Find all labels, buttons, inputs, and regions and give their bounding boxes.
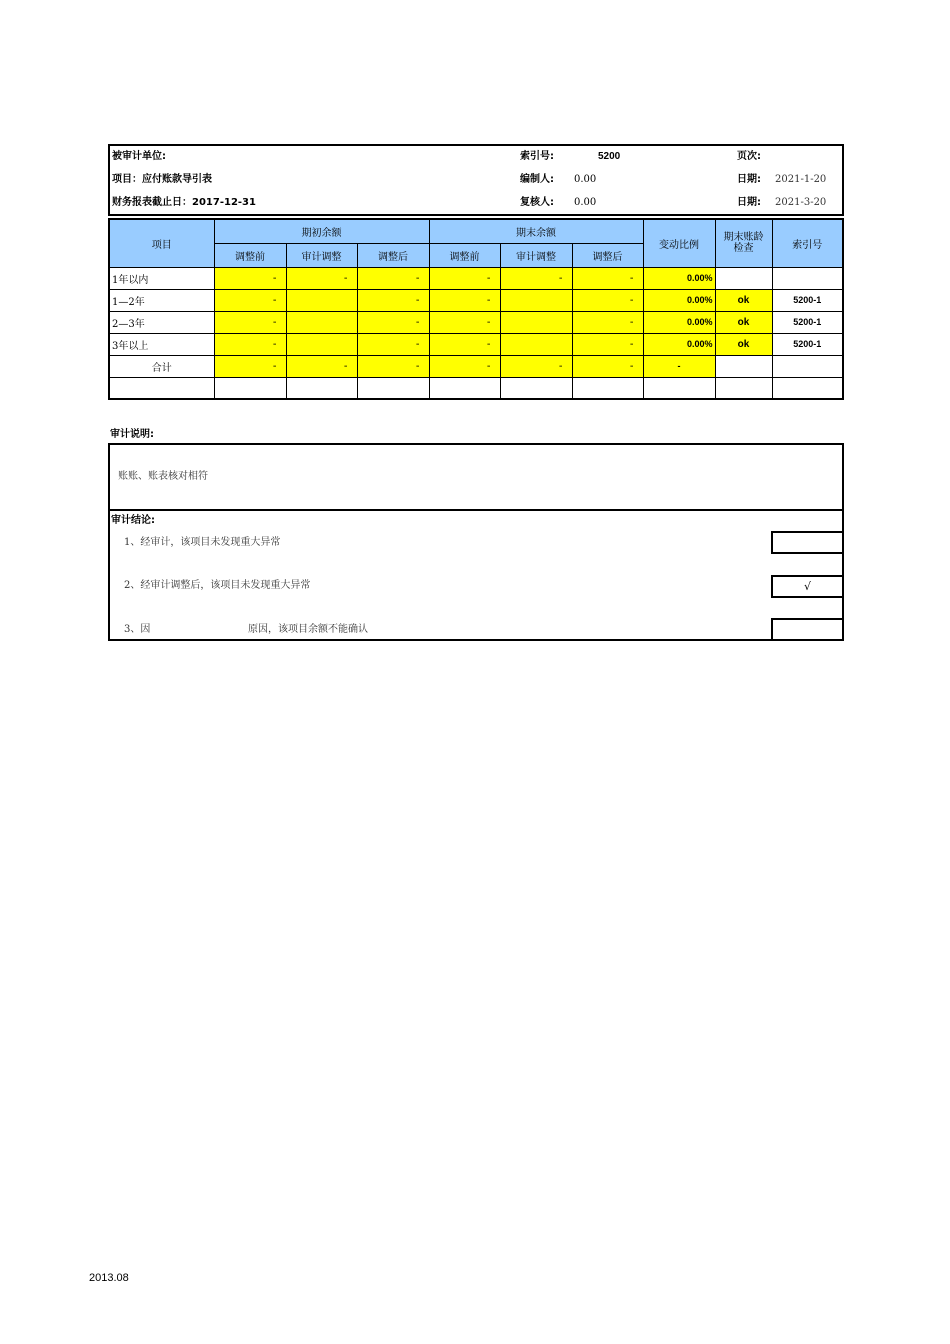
index-cell[interactable]: 5200-1 — [772, 311, 843, 333]
change-cell[interactable]: 0.00% — [643, 267, 715, 289]
cell[interactable]: - — [214, 289, 286, 311]
conclusion-checkbox-2[interactable] — [771, 575, 844, 598]
cell[interactable]: - — [429, 289, 500, 311]
total-cell[interactable]: - — [214, 355, 286, 377]
row-label: 3年以上 — [109, 333, 214, 355]
index-cell[interactable] — [772, 267, 843, 289]
ledger-table — [108, 218, 844, 400]
empty-cell[interactable] — [772, 377, 843, 399]
total-cell[interactable]: - — [286, 355, 357, 377]
cell[interactable]: - — [572, 289, 643, 311]
cell[interactable]: - — [286, 267, 357, 289]
reviewer-label: 复核人: — [520, 197, 554, 208]
change-cell[interactable]: 0.00% — [643, 333, 715, 355]
cell[interactable]: - — [572, 267, 643, 289]
cell[interactable] — [286, 333, 357, 355]
col-item-header: 项目 — [109, 219, 214, 267]
total-cell[interactable]: - — [500, 355, 572, 377]
reviewer-value: 0.00 — [574, 197, 597, 208]
group-open-header: 期初余额 — [214, 219, 429, 243]
index-value: 5200 — [598, 151, 621, 162]
col-aging-header-text: 期末账龄检查 — [723, 232, 764, 255]
aging-cell[interactable]: ok — [715, 333, 772, 355]
sub-header: 审计调整 — [500, 243, 572, 267]
cell[interactable] — [286, 289, 357, 311]
aging-cell[interactable]: ok — [715, 289, 772, 311]
cell[interactable]: - — [357, 289, 429, 311]
cell[interactable]: - — [429, 267, 500, 289]
empty-cell[interactable] — [429, 377, 500, 399]
report-date-label: 财务报表截止日：2017-12-31 — [112, 197, 256, 208]
col-aging-header — [715, 219, 772, 267]
total-cell[interactable]: - — [572, 355, 643, 377]
table-row — [109, 267, 843, 289]
sub-header: 调整前 — [214, 243, 286, 267]
group-close-header: 期末余额 — [429, 219, 643, 243]
total-row — [109, 355, 843, 377]
project-label: 项目：应付账款导引表 — [112, 174, 212, 185]
aging-cell[interactable] — [715, 267, 772, 289]
conclusion-checkbox-3[interactable] — [771, 618, 844, 641]
empty-cell[interactable] — [772, 355, 843, 377]
empty-cell[interactable] — [572, 377, 643, 399]
cell[interactable]: - — [357, 267, 429, 289]
row-label: 1—2年 — [109, 289, 214, 311]
date-value-2: 2021-3-20 — [775, 197, 827, 208]
row-label: 2—3年 — [109, 311, 214, 333]
empty-cell[interactable] — [500, 377, 572, 399]
cell[interactable]: - — [572, 311, 643, 333]
index-cell[interactable]: 5200-1 — [772, 289, 843, 311]
audited-unit-label: 被审计单位: — [112, 151, 166, 162]
cell[interactable]: - — [357, 311, 429, 333]
cell[interactable] — [286, 311, 357, 333]
sub-header: 调整后 — [572, 243, 643, 267]
total-label: 合计 — [109, 355, 214, 377]
cell[interactable]: - — [429, 311, 500, 333]
cell[interactable]: - — [357, 333, 429, 355]
cell[interactable] — [500, 311, 572, 333]
conclusion-item-2: 2、经审计调整后，该项目未发现重大异常 — [124, 580, 311, 591]
cell[interactable]: - — [214, 333, 286, 355]
cell[interactable]: - — [429, 333, 500, 355]
index-cell[interactable]: 5200-1 — [772, 333, 843, 355]
audit-note-box — [108, 443, 844, 511]
header-row-1 — [109, 219, 843, 243]
sub-header: 调整前 — [429, 243, 500, 267]
conclusion-title: 审计结论: — [111, 515, 155, 526]
version-footer: 2013.08 — [89, 1272, 129, 1284]
preparer-label: 编制人: — [520, 174, 554, 185]
audit-note-title: 审计说明: — [110, 429, 154, 440]
conclusion-item-3b: 原因，该项目余额不能确认 — [248, 624, 368, 635]
total-change-cell[interactable]: - — [643, 355, 715, 377]
empty-cell[interactable] — [643, 377, 715, 399]
cell[interactable]: - — [572, 333, 643, 355]
col-index-header: 索引号 — [772, 219, 843, 267]
col-change-header: 变动比例 — [643, 219, 715, 267]
table-row — [109, 289, 843, 311]
page-label: 页次: — [737, 151, 761, 162]
empty-cell[interactable] — [715, 355, 772, 377]
sub-header: 审计调整 — [286, 243, 357, 267]
conclusion-item-3a: 3、因 — [124, 624, 151, 635]
cell[interactable] — [500, 289, 572, 311]
empty-cell[interactable] — [109, 377, 214, 399]
conclusion-item-1: 1、经审计，该项目未发现重大异常 — [124, 537, 281, 548]
audit-note-text: 账账、账表核对相符 — [118, 471, 208, 482]
index-label: 索引号: — [520, 151, 554, 162]
change-cell[interactable]: 0.00% — [643, 311, 715, 333]
sub-header: 调整后 — [357, 243, 429, 267]
cell[interactable]: - — [214, 267, 286, 289]
table-row — [109, 333, 843, 355]
aging-cell[interactable]: ok — [715, 311, 772, 333]
empty-cell[interactable] — [286, 377, 357, 399]
date-label-2: 日期: — [737, 197, 761, 208]
table-row — [109, 311, 843, 333]
preparer-value: 0.00 — [574, 174, 597, 185]
row-label: 1年以内 — [109, 267, 214, 289]
cell[interactable]: - — [500, 267, 572, 289]
total-cell[interactable]: - — [357, 355, 429, 377]
cell[interactable]: - — [214, 311, 286, 333]
empty-cell[interactable] — [214, 377, 286, 399]
conclusion-box — [108, 509, 844, 641]
conclusion-checkbox-1[interactable] — [771, 531, 844, 554]
empty-cell[interactable] — [715, 377, 772, 399]
date-label-1: 日期: — [737, 174, 761, 185]
checkbox-mark-2: √ — [803, 580, 811, 593]
date-value-1: 2021-1-20 — [775, 174, 827, 185]
empty-cell[interactable] — [357, 377, 429, 399]
cell[interactable] — [500, 333, 572, 355]
empty-row — [109, 377, 843, 399]
total-cell[interactable]: - — [429, 355, 500, 377]
change-cell[interactable]: 0.00% — [643, 289, 715, 311]
